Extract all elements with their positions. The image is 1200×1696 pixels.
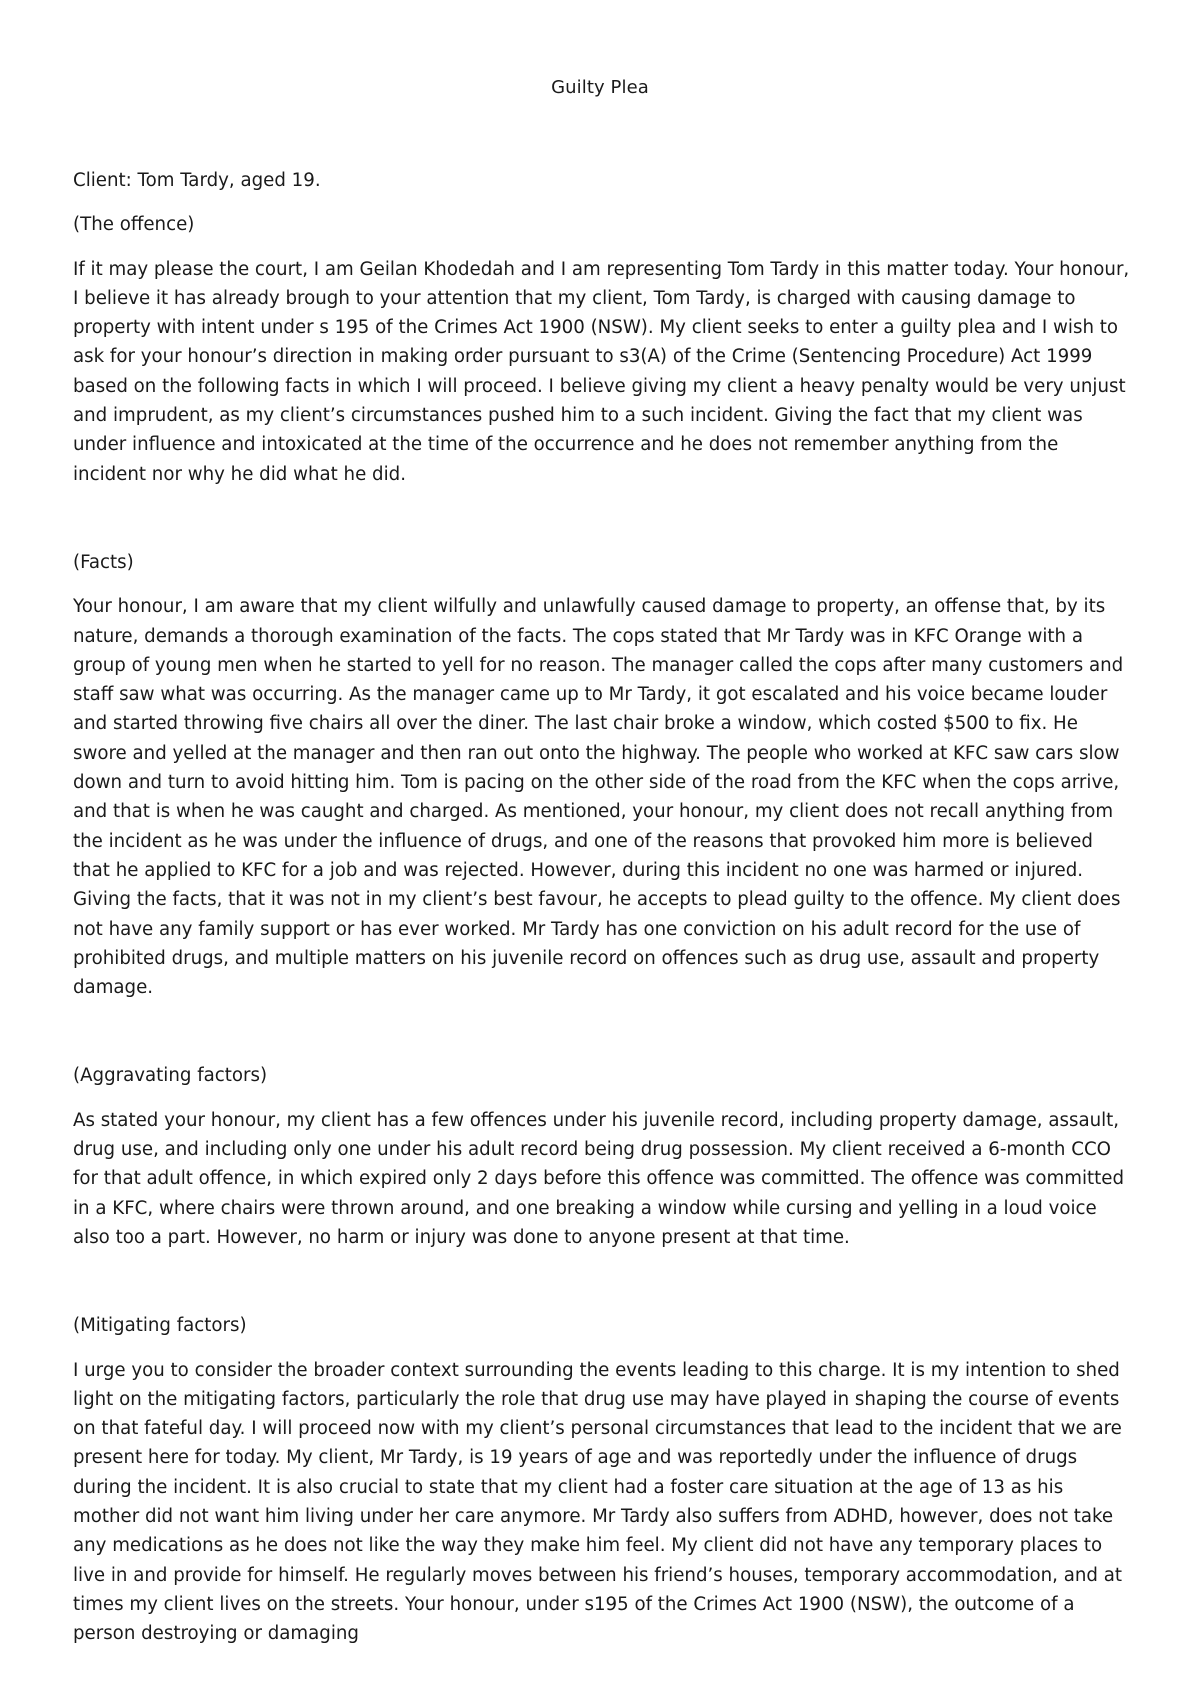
section-text-mitigating: I urge you to consider the broader context surrounding the events leading to this charge. It is my intention to shed light on the mitigating factors, particularly the role that drug use may have played in shaping the course of events on that fateful day. I will proceed now with my client’s personal circumstances that lead to the incident that we are present here for today. My client, Mr Tardy, is 19 years of age and was reportedly under the influence of drugs during the incident. It is also crucial to state that my client had a foster care situation at the age of 13 as his mother did not want him living under her care anymore. Mr Tardy also suffers from ADHD, however, does not take any medications as he does not like the way they make him feel. My client did not have any temporary places to live in and provide for himself. He regularly moves between his friend’s houses, temporary accommodation, and at times my client lives on the streets. Your honour, under s195 of the Crimes Act 1900 (NSW), the outcome of a person destroying or damaging (73, 1359, 1122, 1645)
section-spacer (73, 1002, 1133, 1061)
section-heading-offence: (The offence) (73, 214, 195, 236)
document-body (73, 166, 1133, 1648)
section-heading-aggravating: (Aggravating factors) (73, 1065, 268, 1087)
section-heading-facts: (Facts) (73, 551, 134, 573)
section-spacer (73, 489, 1133, 548)
section-text-offence: If it may please the court, I am Geilan Khodedah and I am representing Tom Tardy in this matter today. Your honour, I believe it has already brough to your attention that my client, Tom Tardy, is charged with causing damage to property with intent under s 195 of the Crimes Act 1900 (NSW). My client seeks to enter a guilty plea and I wish to ask for your honour’s direction in making order pursuant to s3(A) of the Crime (Sentencing Procedure) Act 1999 based on the following facts in which I will proceed. I believe giving my client a heavy penalty would be very unjust and imprudent, as my client’s circumstances pushed him to a such incident. Giving the fact that my client was under influence and intoxicated at the time of the occurrence and he does not remember anything from the incident nor why he did what he did. (73, 258, 1130, 485)
section-text-facts: Your honour, I am aware that my client wilfully and unlawfully caused damage to property, an offense that, by its nature, demands a thorough examination of the facts. The cops stated that Mr Tardy was in KFC Orange with a group of young men when he started to yell for no reason. The manager called the cops after many customers and staff saw what was occurring. As the manager came up to Mr Tardy, it got escalated and his voice became louder and started throwing five chairs all over the diner. The last chair broke a window, which costed $500 to fix. He swore and yelled at the manager and then ran out onto the highway. The people who worked at KFC saw cars slow down and turn to avoid hitting him. Tom is pacing on the other side of the road from the KFC when the cops arrive, and that is when he was caught and charged. As mentioned, your honour, my client does not recall anything from the incident as he was under the influence of drugs, and one of the reasons that provoked him more is believed that he applied to KFC for a job and was rejected. However, during this incident no one was harmed or injured. Giving the facts, that it was not in my client’s best favour, he accepts to plead guilty to the offence. My client does not have any family support or has ever worked. Mr Tardy has one conviction on his adult record for the use of prohibited drugs, and multiple matters on his juvenile record on offences such as drug use, assault and property damage. (73, 596, 1124, 999)
section-text-aggravating: As stated your honour, my client has a few offences under his juvenile record, including property damage, assault, drug use, and including only one under his adult record being drug possession. My client received a 6-month CCO for that adult offence, in which expired only 2 days before this offence was committed. The offence was committed in a KFC, where chairs were thrown around, and one breaking a window while cursing and yelling in a loud voice also too a part. However, no harm or injury was done to anyone present at that time. (73, 1109, 1124, 1248)
client-line: Client: Tom Tardy, aged 19. (73, 170, 321, 191)
section-spacer (73, 1252, 1133, 1311)
document-title: Guilty Plea (551, 77, 649, 98)
section-heading-mitigating: (Mitigating factors) (73, 1315, 247, 1337)
